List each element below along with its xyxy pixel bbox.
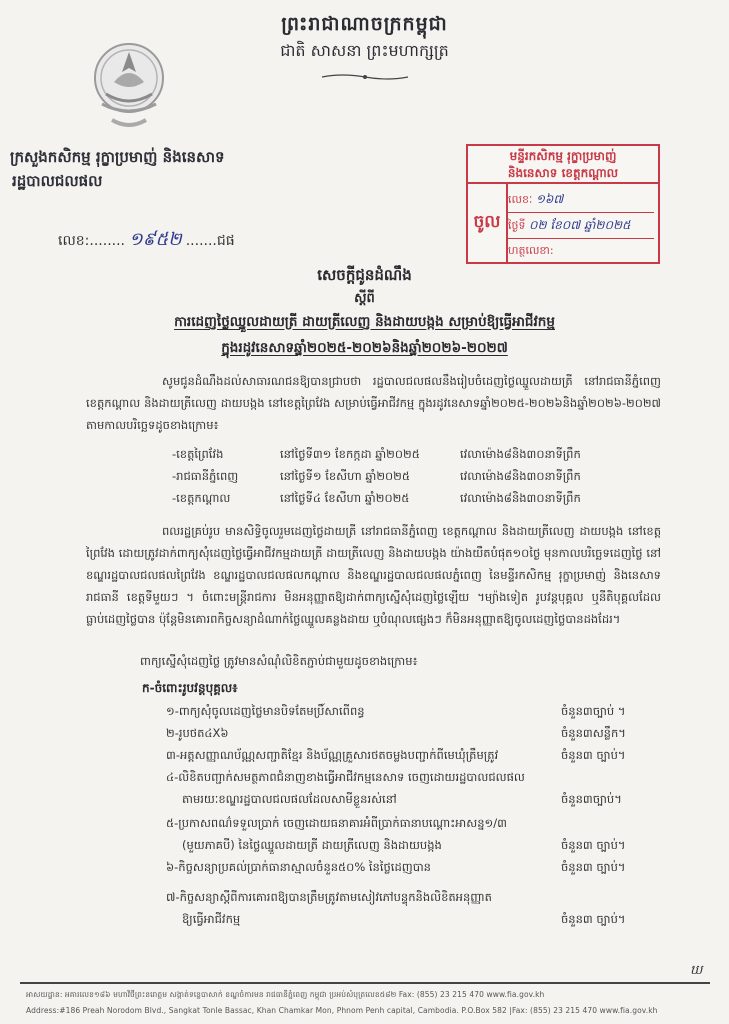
requirement-count: ចំនួន៣ ច្បាប់។ — [561, 912, 626, 926]
requirement-item — [166, 886, 666, 908]
requirement-label: ១-ពាក្យសុំចូលដេញថ្លៃមានបិទតែមប្រិ៍សាពើពន្ធ — [166, 704, 365, 718]
stamp-header-line2: និងនេសាទ ខេត្តកណ្ដាល — [507, 166, 619, 180]
requirements-lead: ពាក្យស្នើសុំដេញថ្លៃ ត្រូវមានសំណុំលិខិតភ្ជាប់ជាមួយដូចខាងក្រោម៖ — [140, 654, 418, 668]
requirement-count: ចំនួន៣ច្បាប់។ — [561, 792, 622, 806]
requirement-label: តាមរយៈខណ្ឌរដ្ឋបាលជលផលដែលសាមីខ្លួនរស់នៅ — [182, 792, 397, 806]
stamp-header — [468, 146, 658, 184]
schedule-time: វេលាម៉ោង៨និង៣០នាទីព្រឹក — [460, 491, 581, 505]
stamp-received-label: ចូល — [468, 184, 508, 262]
requirement-label: ២-រូបថត៤X៦ — [166, 726, 229, 740]
stamp-date-label: ថ្ងៃទី — [508, 219, 526, 232]
requirement-item — [166, 766, 666, 788]
requirement-label: ៧-កិច្ចសន្យាស្ដីពីការគោរពឱ្យបានត្រឹមត្រូវតាមសៀវភៅបន្ទុកនិងលិខិតអនុញ្ញាត — [166, 890, 492, 904]
requirement-label: ៣-អត្តសញ្ញាណប័ណ្ណសញ្ជាតិខ្មែរ និងប័ណ្ណគ្រួសារថតចម្លងបញ្ជាក់ពីមេឃុំត្រឹមត្រូវ — [166, 748, 499, 762]
stamp-number-row — [508, 186, 654, 213]
document-about: ស្ដីពី — [354, 291, 375, 306]
schedule-row — [172, 487, 652, 509]
requirement-item — [166, 722, 666, 744]
stamp-date-row — [508, 212, 654, 239]
stamp-date-value: ០២ ខែ០៧ ឆ្នាំ២០២៥ — [528, 218, 631, 232]
requirement-label: (មួយភាគបី) នៃថ្លៃឈ្នួលដាយត្រី ដាយត្រីលេញ និងដាយបង្កង — [182, 838, 442, 852]
received-stamp — [466, 144, 660, 264]
reference-number: លេខ:........ ១៩៥២ .......ជផ — [58, 229, 235, 250]
requirement-item — [166, 700, 666, 722]
stamp-number-label: លេខៈ — [508, 193, 533, 206]
requirement-label: ៦-កិច្ចសន្យាប្រគល់ប្រាក់ធានាស្មាលចំនួន៥០% នៃថ្លៃដេញបាន — [166, 860, 431, 874]
kingdom-title: ព្រះរាជាណាចក្រកម្ពុជា — [281, 13, 448, 35]
requirement-count: ចំនួន៣ ច្បាប់។ — [561, 838, 626, 852]
schedule-date: នៅថ្ងៃទី៣១ ខែកក្កដា ឆ្នាំ២០២៥ — [280, 447, 420, 461]
requirement-count: ចំនួន៣ ច្បាប់។ — [561, 748, 626, 762]
requirement-item — [166, 788, 666, 810]
requirement-label: ឱ្យធ្វើអាជីវកម្ម — [182, 912, 241, 926]
document-heading-line1: ការដេញថ្លៃឈ្នួលដាយត្រី ដាយត្រីលេញ និងដាយបង្កង សម្រាប់ឱ្យធ្វើអាជីវកម្ម — [174, 314, 555, 330]
schedule-date: នៅថ្ងៃទី៤ ខែសីហា ឆ្នាំ២០២៥ — [280, 491, 410, 505]
section-individuals: ក-ចំពោះរូបវន្តបុគ្គល៖ — [142, 681, 238, 695]
footer-address-khmer: អាសយដ្ឋាន: អគារលេខ១៨៦ មហាវិថីព្រះនរោត្តម សង្កាត់ទន្លេបាសាក់ ខណ្ឌចំការមន រាជធានីភ្នំពេញ កម្ពុជា ប្រអប់សំបុត្រលេខ៥៨២ Fax: (855) 23 215 470 www.fia.gov.kh — [26, 990, 545, 999]
reference-suffix: ជផ — [216, 233, 235, 249]
motto-ornament — [320, 66, 410, 74]
schedule-date: នៅថ្ងៃទី១ ខែសីហា ឆ្នាំ២០២៥ — [280, 469, 411, 483]
fisheries-emblem-icon — [92, 38, 166, 134]
schedule-place: -រាជធានីភ្នំពេញ — [172, 469, 239, 483]
requirement-item — [166, 908, 666, 930]
requirement-item — [166, 834, 666, 856]
department-name: រដ្ឋបាលជលផល — [12, 172, 103, 190]
schedule-row — [172, 465, 652, 487]
requirement-label: ៥-ប្រកាសពណ៌ទទួលប្រាក់ ចេញដោយធនាគារអំពីប្រាក់ធានាបណ្ដោះអាសន្ន១/៣ — [166, 816, 507, 830]
stamp-signature-label: ហត្ថលេខា: — [508, 244, 554, 257]
stamp-header-line1: មន្ទីរកសិកម្ម រុក្ខាប្រមាញ់ — [509, 149, 617, 163]
footer-divider — [20, 982, 710, 984]
intro-paragraph: សូមជូនដំណឹងដល់សាធារណជនឱ្យបានជ្រាបថា រដ្ឋបាលជលផលនឹងរៀបចំដេញថ្លៃឈ្នួលដាយត្រី នៅរាជធានីភ្នំពេញ ខេត្តកណ្ដាល និងដាយត្រីលេញ ដាយបង្កង នៅខេត្តព្រៃវែង សម្រាប់ធ្វើអាជីវកម្ម ក្នុងរដូវនេសាទឆ្នាំ២០២៥-២០២៦និងឆ្នាំ២០២៦-២០២៧ តាមកាលបរិច្ឆេទដូចខាងក្រោម៖ — [86, 374, 661, 432]
schedule-place: -ខេត្តកណ្ដាល — [172, 491, 231, 505]
eligibility-paragraph: ពលរដ្ឋគ្រប់រូប មានសិទ្ធិចូលរួមដេញថ្លៃដាយត្រី នៅរាជធានីភ្នំពេញ ខេត្តកណ្ដាល និងដាយត្រីលេញ ដាយបង្កង នៅខេត្តព្រៃវែង ដោយត្រូវដាក់ពាក្យសុំដេញថ្លៃធ្វើអាជីវកម្មដាយត្រី ដាយត្រីលេញ និងដាយបង្កង យ៉ាងយឺតបំផុត១០ថ្ងៃ មុនកាលបរិច្ឆេទដេញថ្លៃ នៅខណ្ឌរដ្ឋបាលជលផលព្រៃវែង ខណ្ឌរដ្ឋបាលជលផលកណ្ដាល និងខណ្ឌរដ្ឋបាលជលផលភ្នំពេញ នៃមន្ទីរកសិកម្ម រុក្ខាប្រមាញ់ និងនេសាទរាជធានី ខេត្តទីមួយៗ ។ ចំពោះមន្ត្រីរាជការ មិនអនុញ្ញាតឱ្យដាក់ពាក្យស្នើសុំដេញថ្លៃឡើយ ។ម្យ៉ាងទៀត រូបវន្តបុគ្គល ឬនីតិបុគ្គលដែលធ្លាប់ដេញថ្លៃបាន ប៉ុន្តែមិនគោរពកិច្ចសន្យាដំណាក់ថ្លៃឈ្នួលគន្លងដាយ ឬបំណុលផ្សេងៗ ក៏មិនអនុញ្ញាតឱ្យចូលដេញថ្លៃបានដងដែរ។ — [86, 524, 661, 626]
requirement-item — [166, 856, 666, 878]
requirement-item — [166, 744, 666, 766]
document-heading-line2: ក្នុងរដូវនេសាទឆ្នាំ២០២៥-២០២៦និងឆ្នាំ២០២៦-២០២៧ — [221, 340, 508, 356]
ministry-name: ក្រសួងកសិកម្ម រុក្ខាប្រមាញ់ និងនេសាទ — [10, 148, 225, 166]
national-motto: ជាតិ សាសនា ព្រះមហាក្សត្រ — [280, 41, 449, 60]
document-title: សេចក្ដីជូនដំណឹង — [317, 266, 412, 284]
requirement-count: ចំនួន៣ ច្បាប់។ — [561, 860, 626, 874]
requirement-count: ចំនួន៣ច្បាប់ ។ — [561, 704, 626, 718]
footer-address-english: Address:#186 Preah Norodom Blvd., Sangkat Tonle Bassac, Khan Chamkar Mon, Phnom Penh capital, Cambodia. P.O.Box 582 |Fax: (855) 23 215 470 www.fia.gov.kh — [26, 1006, 658, 1015]
schedule-place: -ខេត្តព្រៃវែង — [172, 447, 224, 461]
stamp-signature-row — [508, 238, 654, 264]
stamp-number-value: ១៦៧ — [535, 192, 564, 206]
schedule-row — [172, 443, 652, 465]
reference-prefix: លេខ: — [58, 233, 90, 249]
requirement-item — [166, 812, 666, 834]
reference-handwritten: ១៩៥២ — [129, 229, 182, 250]
requirement-label: ៤-លិខិតបញ្ជាក់សមត្ថភាពជំនាញខាងធ្វើអាជីវកម្មនេសាទ ចេញដោយរដ្ឋបាលជលផល — [166, 770, 525, 784]
requirement-count: ចំនួន៣សន្លឹក។ — [561, 726, 626, 740]
schedule-time: វេលាម៉ោង៨និង៣០នាទីព្រឹក — [460, 447, 581, 461]
page-initial: ឃ — [690, 963, 703, 978]
schedule-time: វេលាម៉ោង៨និង៣០នាទីព្រឹក — [460, 469, 581, 483]
ministry-emblem — [92, 38, 166, 134]
ornament-divider-icon — [320, 73, 410, 81]
